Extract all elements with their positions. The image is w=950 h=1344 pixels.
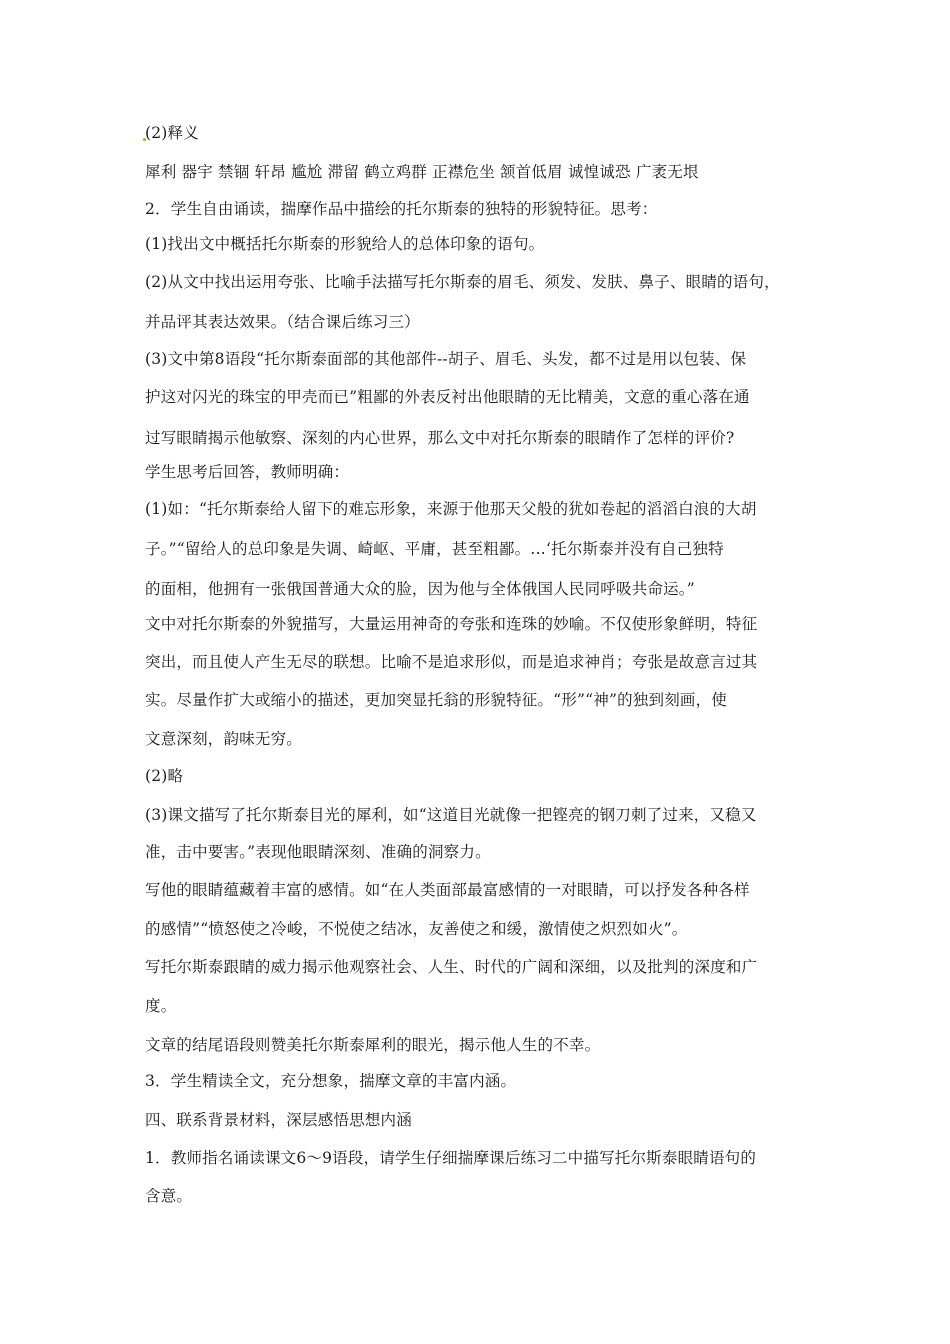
text-line: (2)从文中找出运用夸张、比喻手法描写托尔斯泰的眉毛、须发、发肤、鼻子、眼睛的语句， — [145, 273, 780, 291]
text-line: 犀利 器宇 禁锢 轩昂 尴尬 滞留 鹤立鸡群 正襟危坐 颔首低眉 诚惶诚恐 广袤无垠 — [145, 163, 699, 181]
text-line: (3)文中第8语段“托尔斯泰面部的其他部件--胡子、眉毛、头发，都不过是用以包装、保 — [145, 350, 747, 368]
text-line: 护这对闪光的珠宝的甲壳而已”粗鄙的外表反衬出他眼睛的无比精美，文意的重心落在通 — [145, 388, 750, 406]
text-line: 文中对托尔斯泰的外貌描写，大量运用神奇的夸张和连珠的妙喻。不仅使形象鲜明，特征 — [145, 615, 758, 633]
text-line: 过写眼睛揭示他敏察、深刻的内心世界，那么文中对托尔斯泰的眼睛作了怎样的评价? — [145, 429, 735, 447]
text-line: 四、联系背景材料，深层感悟思想内涵 — [145, 1111, 412, 1129]
text-line: 2．学生自由诵读，揣摩作品中描绘的托尔斯泰的独特的形貌特征。思考： — [145, 200, 658, 218]
text-line: 突出，而且使人产生无尽的联想。比喻不是追求形似，而是追求神肖；夸张是故意言过其 — [145, 653, 758, 671]
text-line: (1)找出文中概括托尔斯泰的形貌给人的总体印象的语句。 — [145, 235, 545, 253]
text-line: 写托尔斯泰跟睛的威力揭示他观察社会、人生、时代的广阔和深细，以及批判的深度和广 — [145, 958, 758, 976]
text-line: 3．学生精读全文，充分想象，揣摩文章的丰富内涵。 — [145, 1072, 517, 1090]
text-line: 的感情”“愤怒使之冷峻，不悦使之结冰，友善使之和缓，激情使之炽烈如火”。 — [145, 920, 688, 938]
text-line: 子。”“留给人的总印象是失调、崎岖、平庸，甚至粗鄙。…‘托尔斯泰并没有自己独特 — [145, 540, 724, 558]
text-line: 准，击中要害。”表现他眼睛深刻、准确的洞察力。 — [145, 843, 491, 861]
text-line: 度。 — [145, 997, 177, 1015]
text-line: (2)略 — [145, 767, 184, 785]
text-line: 文意深刻，韵味无穷。 — [145, 730, 303, 748]
text-line: 含意。 — [145, 1187, 193, 1205]
text-line: (1)如：“托尔斯泰给人留下的难忘形象，来源于他那天父般的犹如卷起的滔滔白浪的大胡 — [145, 500, 757, 518]
text-line: 1．教师指名诵读课文6～9语段，请学生仔细揣摩课后练习二中描写托尔斯泰眼睛语句的 — [145, 1149, 757, 1167]
text-line: 并品评其表达效果。（结合课后练习三） — [145, 313, 420, 331]
text-line: (2)释义 — [145, 124, 199, 142]
text-line: (3)课文描写了托尔斯泰目光的犀利，如“这道目光就像一把铿亮的钢刀刺了过来，又稳又 — [145, 806, 757, 824]
text-line: 写他的眼睛蕴藏着丰富的感情。如“在人类面部最富感情的一对眼睛，可以抒发各种各样 — [145, 881, 750, 899]
text-line: 文章的结尾语段则赞美托尔斯泰犀利的眼光，揭示他人生的不幸。 — [145, 1036, 601, 1054]
text-line: 实。尽量作扩大或缩小的描述，更加突显托翁的形貌特征。“形”“神”的独到刻画，使 — [145, 691, 727, 709]
text-line: 学生思考后回答，教师明确： — [145, 463, 350, 481]
text-line: 的面相，他拥有一张俄国普通大众的脸，因为他与全体俄国人民同呼吸共命运。” — [145, 580, 695, 598]
